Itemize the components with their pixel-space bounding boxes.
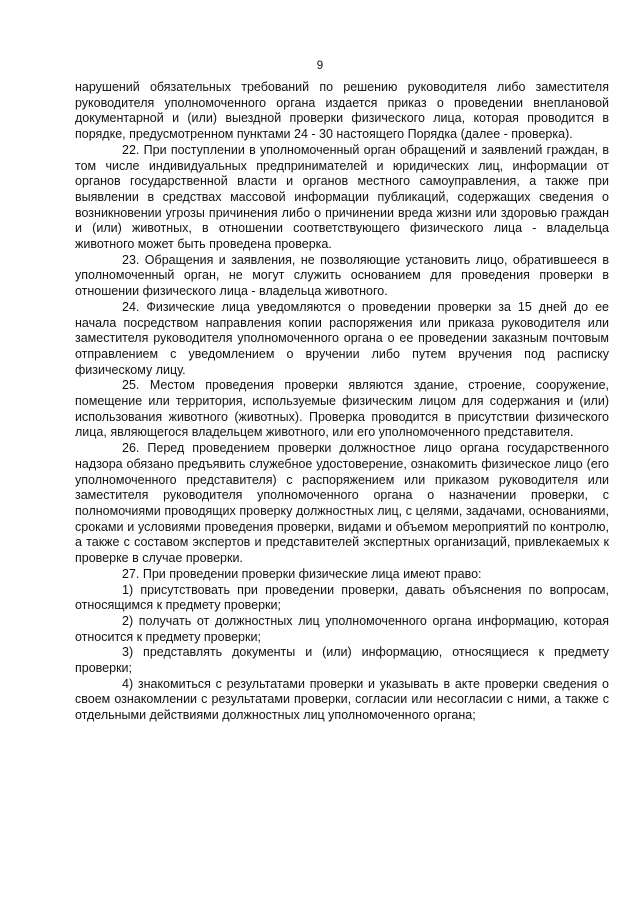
list-item-1: 1) присутствовать при проведении проверки, давать объяснения по вопросам, относящимся к предмету проверки; [75,582,609,613]
paragraph-23: 23. Обращения и заявления, не позволяющие установить лицо, обратившееся в уполномоченный орган, не могут служить основанием для проведения проверки в отношении физического лица - владельца животного. [75,252,609,299]
paragraph-22: 22. При поступлении в уполномоченный орган обращений и заявлений граждан, в том числе индивидуальных предпринимателей и юридических лиц, информации от органов государственной власти и органов местного самоуправления, а также при выявлении в средствах массовой информации публикаций, содержащих сведения о возникновении угрозы причинения либо о причинении вреда жизни или здоровью граждан и (или) животных, в отношении соответствующего физического лица - владельца животного может быть проведена проверка. [75,142,609,252]
document-body [75,80,609,724]
page-number: 9 [316,60,324,72]
paragraph-24: 24. Физические лица уведомляются о проведении проверки за 15 дней до ее начала посредством направления копии распоряжения или приказа руководителя или заместителя руководителя уполномоченного органа о ее проведении заказным почтовым отправлением с уведомлением о вручении либо путем вручения под расписку физическому лицу. [75,299,609,377]
paragraph-26: 26. Перед проведением проверки должностное лицо органа государственного надзора обязано предъявить служебное удостоверение, ознакомить физическое лицо (его уполномоченного представителя) с распоряжением или приказом руководителя или заместителя руководителя уполномоченного органа о назначении проверки, с полномочиями проводящих проверку должностных лиц, с целями, задачами, основаниями, сроками и условиями проведения проверки, видами и объемом мероприятий по контролю, а также с составом экспертов и представителей экспертных организаций, привлекаемых к проверке в случае проверки. [75,441,609,566]
paragraph-27: 27. При проведении проверки физические лица имеют право: [122,566,482,581]
list-item-2: 2) получать от должностных лиц уполномоченного органа информацию, которая относится к предмету проверки; [75,613,609,644]
list-item-4: 4) знакомиться с результатами проверки и указывать в акте проверки сведения о своем ознакомлении с результатами проверки, согласии или несогласии с ними, а также с отдельными действиями должностных лиц уполномоченного органа; [75,676,609,723]
list-item-3: 3) представлять документы и (или) информацию, относящиеся к предмету проверки; [75,645,609,676]
paragraph-21-continuation: нарушений обязательных требований по решению руководителя либо заместителя руководителя уполномоченного органа издается приказ о проведении внеплановой документарной и (или) выездной проверки физического лица, которая проводится в порядке, предусмотренном пунктами 24 - 30 настоящего Порядка (далее - проверка). [75,80,609,142]
paragraph-25: 25. Местом проведения проверки являются здание, строение, сооружение, помещение или территория, используемые физическим лицом для содержания и (или) использования животного (животных). Проверка проводится в присутствии физического лица, являющегося владельцем животного, или его уполномоченного представителя. [75,378,609,440]
